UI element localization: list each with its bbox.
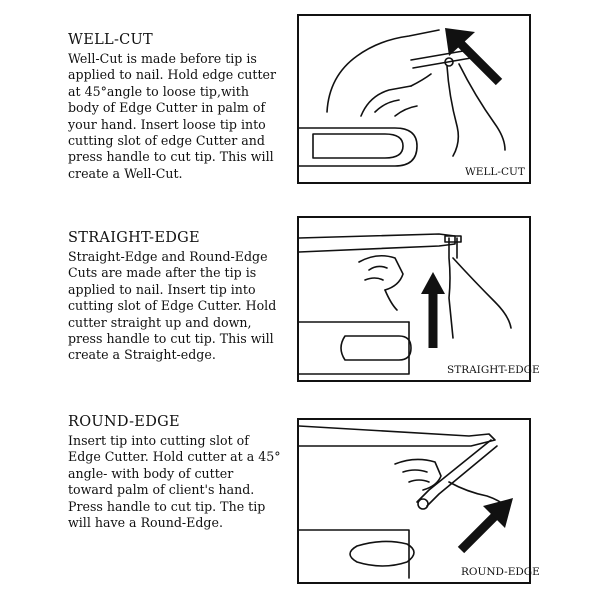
text-line: press handle to cut tip. This will bbox=[68, 331, 274, 347]
well-cut-illustration bbox=[297, 14, 531, 184]
text-line: body of Edge Cutter in palm of bbox=[68, 100, 266, 116]
round-edge-heading: ROUND-EDGE bbox=[68, 414, 180, 430]
text-line: Straight-Edge and Round-Edge bbox=[68, 249, 268, 264]
text-line: toward palm of client's hand. bbox=[68, 482, 255, 498]
round-edge-drawing bbox=[299, 420, 529, 582]
well-cut-caption: WELL-CUT bbox=[465, 166, 525, 178]
text-line: at 45°angle to loose tip,with bbox=[68, 83, 249, 99]
well-cut-heading: WELL-CUT bbox=[68, 32, 154, 48]
text-line: Insert tip into cutting slot of bbox=[68, 433, 249, 448]
text-line: applied to nail. Insert tip into bbox=[68, 281, 256, 297]
text-line: your hand. Insert loose tip into bbox=[68, 116, 266, 132]
text-line: will have a Round-Edge. bbox=[68, 515, 223, 531]
straight-edge-drawing bbox=[299, 218, 529, 380]
text-line: Edge Cutter. Hold cutter at a 45° bbox=[68, 449, 281, 465]
text-line: press handle to cut tip. This will bbox=[68, 149, 274, 165]
up-right-arrow-icon bbox=[461, 498, 513, 550]
text-line: angle- with body of cutter bbox=[68, 465, 234, 481]
round-edge-text bbox=[68, 414, 293, 531]
up-arrow-icon bbox=[421, 272, 445, 348]
well-cut-text bbox=[68, 32, 293, 182]
text-line: Cuts are made after the tip is bbox=[68, 265, 257, 281]
straight-edge-caption: STRAIGHT-EDGE bbox=[447, 364, 540, 376]
text-line: Well-Cut is made before tip is bbox=[68, 51, 257, 66]
straight-edge-text bbox=[68, 230, 293, 364]
text-line: create a Well-Cut. bbox=[68, 165, 183, 181]
round-edge-illustration bbox=[297, 418, 540, 584]
text-line: cutting slot of edge Cutter and bbox=[68, 133, 265, 149]
text-line: cutting slot of Edge Cutter. Hold bbox=[68, 298, 277, 314]
round-edge-caption: ROUND-EDGE bbox=[461, 566, 540, 578]
straight-edge-illustration bbox=[297, 216, 540, 382]
well-cut-drawing bbox=[299, 16, 529, 182]
straight-edge-heading: STRAIGHT-EDGE bbox=[68, 230, 200, 246]
up-left-arrow-icon bbox=[445, 28, 499, 82]
text-line: cutter straight up and down, bbox=[68, 314, 252, 330]
text-line: create a Straight-edge. bbox=[68, 347, 216, 363]
text-line: applied to nail. Hold edge cutter bbox=[68, 67, 276, 83]
text-line: Press handle to cut tip. The tip bbox=[68, 498, 266, 514]
